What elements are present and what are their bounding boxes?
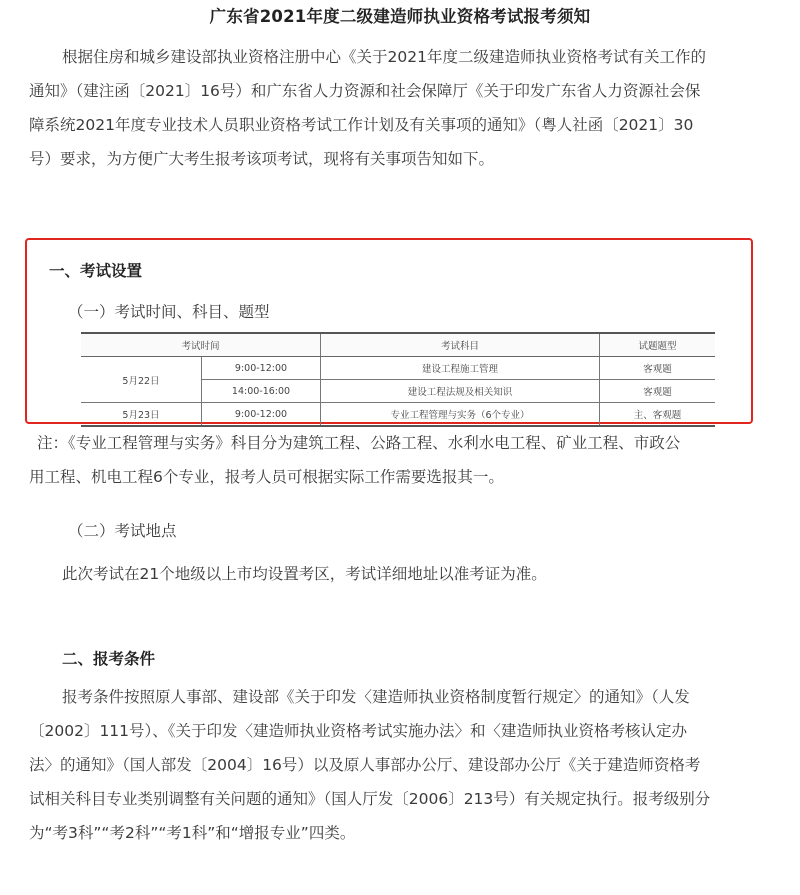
cell-type: 主、客观题 xyxy=(600,403,716,427)
note-paragraph xyxy=(29,426,789,494)
section1-subheading-time: （一）考试时间、科目、题型 xyxy=(68,303,270,321)
table-row xyxy=(81,357,715,380)
cell-subject: 建设工程施工管理 xyxy=(321,357,600,380)
intro-line: 根据住房和城乡建设部执业资格注册中心《关于2021年度二级建造师执业资格考试有关工作的 xyxy=(62,48,706,66)
conditions-line: 为“考3科”“考2科”“考1科”和“增报专业”四类。 xyxy=(29,824,356,842)
cell-time: 14:00-16:00 xyxy=(202,380,321,403)
conditions-line: 〔2002〕111号）、《关于印发〈建造师执业资格考试实施办法〉和〈建造师执业资格考核认定办 xyxy=(29,722,688,740)
cell-time: 9:00-12:00 xyxy=(202,403,321,427)
header-question-type: 试题题型 xyxy=(600,333,716,357)
conditions-line: 试相关科目专业类别调整有关问题的通知》（国人厅发〔2006〕213号）有关规定执行。报考级别分 xyxy=(29,790,711,808)
note-line: 用工程、机电工程6个专业，报考人员可根据实际工作需要选报其一。 xyxy=(29,468,504,486)
section2-heading: 二、报考条件 xyxy=(62,650,156,668)
conditions-line: 报考条件按照原人事部、建设部《关于印发〈建造师执业资格制度暂行规定〉的通知》（人发 xyxy=(62,688,690,706)
exam-schedule-table xyxy=(81,332,715,427)
intro-paragraph xyxy=(29,40,781,176)
header-exam-time: 考试时间 xyxy=(81,333,321,357)
cell-date: 5月23日 xyxy=(81,403,202,427)
table-row xyxy=(81,403,715,427)
location-text: 此次考试在21个地级以上市均设置考区，考试详细地址以准考证为准。 xyxy=(62,565,547,583)
cell-date: 5月22日 xyxy=(81,357,202,403)
intro-line: 障系统2021年度专业技术人员职业资格考试工作计划及有关事项的通知》（粤人社函〔2021〕30 xyxy=(29,116,694,134)
document-title: 广东省2021年度二级建造师执业资格考试报考须知 xyxy=(209,7,591,26)
table-header-row xyxy=(81,333,715,357)
cell-type: 客观题 xyxy=(600,380,716,403)
cell-time: 9:00-12:00 xyxy=(202,357,321,380)
section1-subheading-location: （二）考试地点 xyxy=(68,522,177,540)
cell-subject: 建设工程法规及相关知识 xyxy=(321,380,600,403)
conditions-line: 法〉的通知》（国人部发〔2004〕16号）以及原人事部办公厅、建设部办公厅《关于建造师资格考 xyxy=(29,756,701,774)
note-line: 注：《专业工程管理与实务》科目分为建筑工程、公路工程、水利水电工程、矿业工程、市政公 xyxy=(37,434,681,452)
conditions-paragraph xyxy=(29,680,781,850)
intro-line: 号）要求，为方便广大考生报考该项考试，现将有关事项告知如下。 xyxy=(29,150,495,168)
intro-line: 通知》（建注函〔2021〕16号）和广东省人力资源和社会保障厅《关于印发广东省人力资源社会保 xyxy=(29,82,701,100)
header-exam-subject: 考试科目 xyxy=(321,333,600,357)
section1-heading: 一、考试设置 xyxy=(49,262,143,280)
cell-type: 客观题 xyxy=(600,357,716,380)
cell-subject: 专业工程管理与实务（6个专业） xyxy=(321,403,600,427)
